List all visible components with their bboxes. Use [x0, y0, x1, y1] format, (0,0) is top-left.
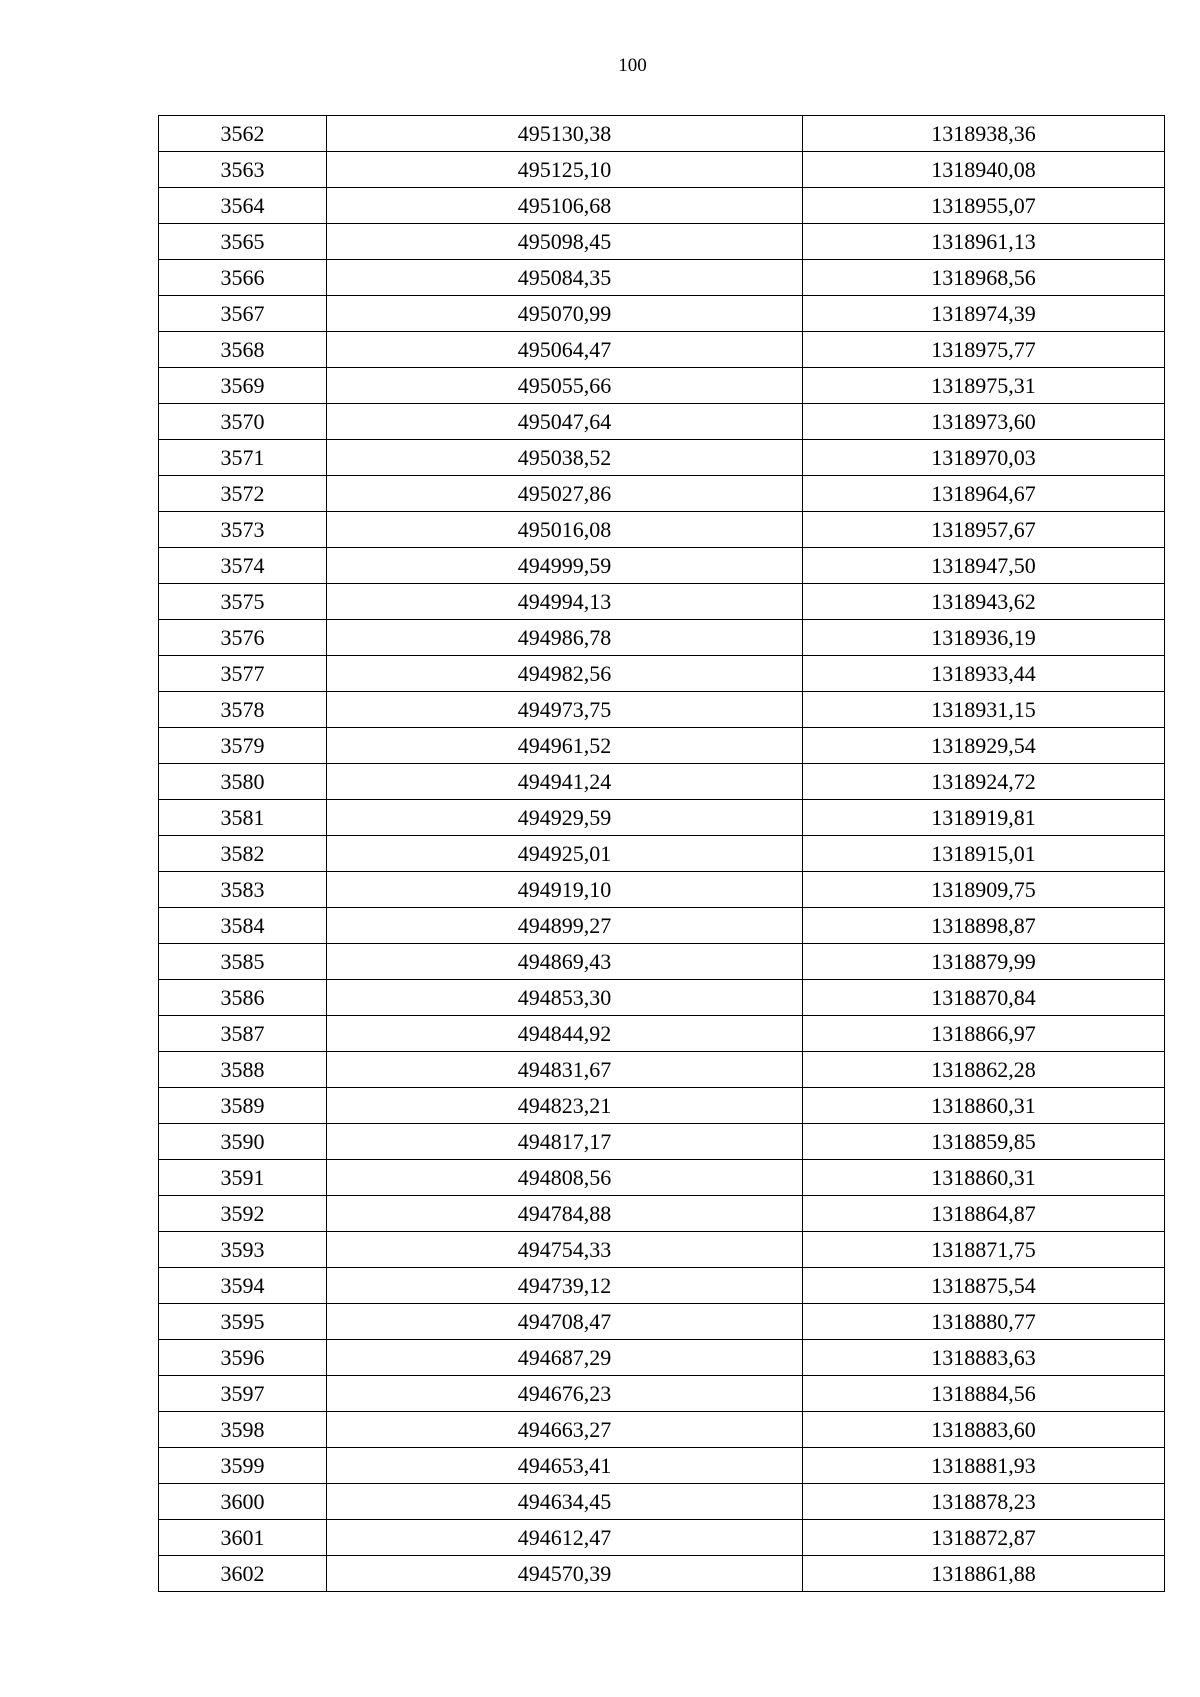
point-number-cell: 3601: [159, 1520, 327, 1556]
x-coordinate-cell: 494817,17: [327, 1124, 803, 1160]
y-coordinate-cell: 1318975,31: [803, 368, 1165, 404]
x-coordinate-cell: 495027,86: [327, 476, 803, 512]
x-coordinate-cell: 495064,47: [327, 332, 803, 368]
table-row: [159, 152, 1165, 188]
x-coordinate-cell: 494739,12: [327, 1268, 803, 1304]
y-coordinate-cell: 1318862,28: [803, 1052, 1165, 1088]
table-row: [159, 1556, 1165, 1592]
point-number-cell: 3596: [159, 1340, 327, 1376]
table-row: [159, 188, 1165, 224]
table-row: [159, 1232, 1165, 1268]
point-number-cell: 3576: [159, 620, 327, 656]
x-coordinate-cell: 494982,56: [327, 656, 803, 692]
point-number-cell: 3602: [159, 1556, 327, 1592]
coordinates-table: [158, 115, 1165, 1592]
table-row: [159, 908, 1165, 944]
y-coordinate-cell: 1318938,36: [803, 116, 1165, 152]
x-coordinate-cell: 494784,88: [327, 1196, 803, 1232]
x-coordinate-cell: 494973,75: [327, 692, 803, 728]
table-row: [159, 224, 1165, 260]
table-row: [159, 584, 1165, 620]
y-coordinate-cell: 1318968,56: [803, 260, 1165, 296]
point-number-cell: 3591: [159, 1160, 327, 1196]
table-row: [159, 764, 1165, 800]
coordinates-table-body: [159, 116, 1165, 1592]
table-row: [159, 1304, 1165, 1340]
table-row: [159, 476, 1165, 512]
x-coordinate-cell: 494899,27: [327, 908, 803, 944]
y-coordinate-cell: 1318898,87: [803, 908, 1165, 944]
point-number-cell: 3564: [159, 188, 327, 224]
page-number: 100: [618, 55, 647, 76]
table-row: [159, 872, 1165, 908]
x-coordinate-cell: 494708,47: [327, 1304, 803, 1340]
point-number-cell: 3580: [159, 764, 327, 800]
point-number-cell: 3582: [159, 836, 327, 872]
y-coordinate-cell: 1318866,97: [803, 1016, 1165, 1052]
x-coordinate-cell: 495047,64: [327, 404, 803, 440]
y-coordinate-cell: 1318964,67: [803, 476, 1165, 512]
table-row: [159, 692, 1165, 728]
point-number-cell: 3570: [159, 404, 327, 440]
y-coordinate-cell: 1318884,56: [803, 1376, 1165, 1412]
point-number-cell: 3599: [159, 1448, 327, 1484]
x-coordinate-cell: 494663,27: [327, 1412, 803, 1448]
table-row: [159, 944, 1165, 980]
point-number-cell: 3562: [159, 116, 327, 152]
x-coordinate-cell: 495038,52: [327, 440, 803, 476]
y-coordinate-cell: 1318915,01: [803, 836, 1165, 872]
table-row: [159, 1520, 1165, 1556]
y-coordinate-cell: 1318975,77: [803, 332, 1165, 368]
y-coordinate-cell: 1318861,88: [803, 1556, 1165, 1592]
table-row: [159, 512, 1165, 548]
y-coordinate-cell: 1318936,19: [803, 620, 1165, 656]
point-number-cell: 3594: [159, 1268, 327, 1304]
table-row: [159, 296, 1165, 332]
point-number-cell: 3578: [159, 692, 327, 728]
x-coordinate-cell: 494929,59: [327, 800, 803, 836]
y-coordinate-cell: 1318909,75: [803, 872, 1165, 908]
point-number-cell: 3595: [159, 1304, 327, 1340]
x-coordinate-cell: 495106,68: [327, 188, 803, 224]
x-coordinate-cell: 495070,99: [327, 296, 803, 332]
y-coordinate-cell: 1318947,50: [803, 548, 1165, 584]
point-number-cell: 3575: [159, 584, 327, 620]
table-row: [159, 620, 1165, 656]
y-coordinate-cell: 1318875,54: [803, 1268, 1165, 1304]
point-number-cell: 3565: [159, 224, 327, 260]
y-coordinate-cell: 1318929,54: [803, 728, 1165, 764]
point-number-cell: 3573: [159, 512, 327, 548]
table-row: [159, 1124, 1165, 1160]
x-coordinate-cell: 494823,21: [327, 1088, 803, 1124]
table-row: [159, 1196, 1165, 1232]
point-number-cell: 3577: [159, 656, 327, 692]
x-coordinate-cell: 494831,67: [327, 1052, 803, 1088]
table-row: [159, 1088, 1165, 1124]
point-number-cell: 3583: [159, 872, 327, 908]
table-row: [159, 116, 1165, 152]
point-number-cell: 3588: [159, 1052, 327, 1088]
y-coordinate-cell: 1318957,67: [803, 512, 1165, 548]
point-number-cell: 3566: [159, 260, 327, 296]
y-coordinate-cell: 1318970,03: [803, 440, 1165, 476]
x-coordinate-cell: 494570,39: [327, 1556, 803, 1592]
point-number-cell: 3581: [159, 800, 327, 836]
point-number-cell: 3563: [159, 152, 327, 188]
y-coordinate-cell: 1318973,60: [803, 404, 1165, 440]
table-row: [159, 1484, 1165, 1520]
x-coordinate-cell: 494634,45: [327, 1484, 803, 1520]
table-row: [159, 980, 1165, 1016]
x-coordinate-cell: 495125,10: [327, 152, 803, 188]
x-coordinate-cell: 494986,78: [327, 620, 803, 656]
point-number-cell: 3586: [159, 980, 327, 1016]
table-row: [159, 548, 1165, 584]
y-coordinate-cell: 1318870,84: [803, 980, 1165, 1016]
y-coordinate-cell: 1318878,23: [803, 1484, 1165, 1520]
point-number-cell: 3589: [159, 1088, 327, 1124]
y-coordinate-cell: 1318961,13: [803, 224, 1165, 260]
y-coordinate-cell: 1318879,99: [803, 944, 1165, 980]
y-coordinate-cell: 1318955,07: [803, 188, 1165, 224]
point-number-cell: 3568: [159, 332, 327, 368]
x-coordinate-cell: 494961,52: [327, 728, 803, 764]
y-coordinate-cell: 1318859,85: [803, 1124, 1165, 1160]
x-coordinate-cell: 494853,30: [327, 980, 803, 1016]
point-number-cell: 3571: [159, 440, 327, 476]
table-row: [159, 1376, 1165, 1412]
table-row: [159, 332, 1165, 368]
x-coordinate-cell: 494676,23: [327, 1376, 803, 1412]
x-coordinate-cell: 494925,01: [327, 836, 803, 872]
x-coordinate-cell: 495016,08: [327, 512, 803, 548]
point-number-cell: 3569: [159, 368, 327, 404]
table-row: [159, 1052, 1165, 1088]
table-row: [159, 404, 1165, 440]
y-coordinate-cell: 1318871,75: [803, 1232, 1165, 1268]
y-coordinate-cell: 1318943,62: [803, 584, 1165, 620]
table-row: [159, 260, 1165, 296]
x-coordinate-cell: 494653,41: [327, 1448, 803, 1484]
x-coordinate-cell: 494941,24: [327, 764, 803, 800]
y-coordinate-cell: 1318919,81: [803, 800, 1165, 836]
table-row: [159, 440, 1165, 476]
point-number-cell: 3587: [159, 1016, 327, 1052]
y-coordinate-cell: 1318940,08: [803, 152, 1165, 188]
y-coordinate-cell: 1318880,77: [803, 1304, 1165, 1340]
x-coordinate-cell: 495098,45: [327, 224, 803, 260]
table-row: [159, 1160, 1165, 1196]
x-coordinate-cell: 494919,10: [327, 872, 803, 908]
x-coordinate-cell: 494869,43: [327, 944, 803, 980]
point-number-cell: 3597: [159, 1376, 327, 1412]
table-row: [159, 656, 1165, 692]
point-number-cell: 3598: [159, 1412, 327, 1448]
x-coordinate-cell: 495055,66: [327, 368, 803, 404]
x-coordinate-cell: 495130,38: [327, 116, 803, 152]
y-coordinate-cell: 1318883,60: [803, 1412, 1165, 1448]
table-row: [159, 800, 1165, 836]
y-coordinate-cell: 1318881,93: [803, 1448, 1165, 1484]
point-number-cell: 3585: [159, 944, 327, 980]
x-coordinate-cell: 494754,33: [327, 1232, 803, 1268]
y-coordinate-cell: 1318883,63: [803, 1340, 1165, 1376]
x-coordinate-cell: 494999,59: [327, 548, 803, 584]
table-row: [159, 1340, 1165, 1376]
table-row: [159, 1412, 1165, 1448]
x-coordinate-cell: 494808,56: [327, 1160, 803, 1196]
y-coordinate-cell: 1318933,44: [803, 656, 1165, 692]
table-row: [159, 1268, 1165, 1304]
point-number-cell: 3572: [159, 476, 327, 512]
point-number-cell: 3590: [159, 1124, 327, 1160]
table-row: [159, 836, 1165, 872]
point-number-cell: 3574: [159, 548, 327, 584]
x-coordinate-cell: 494612,47: [327, 1520, 803, 1556]
x-coordinate-cell: 495084,35: [327, 260, 803, 296]
x-coordinate-cell: 494844,92: [327, 1016, 803, 1052]
y-coordinate-cell: 1318860,31: [803, 1160, 1165, 1196]
table-row: [159, 1016, 1165, 1052]
point-number-cell: 3592: [159, 1196, 327, 1232]
y-coordinate-cell: 1318924,72: [803, 764, 1165, 800]
x-coordinate-cell: 494687,29: [327, 1340, 803, 1376]
y-coordinate-cell: 1318860,31: [803, 1088, 1165, 1124]
point-number-cell: 3593: [159, 1232, 327, 1268]
y-coordinate-cell: 1318974,39: [803, 296, 1165, 332]
y-coordinate-cell: 1318872,87: [803, 1520, 1165, 1556]
point-number-cell: 3600: [159, 1484, 327, 1520]
point-number-cell: 3567: [159, 296, 327, 332]
y-coordinate-cell: 1318864,87: [803, 1196, 1165, 1232]
point-number-cell: 3584: [159, 908, 327, 944]
table-row: [159, 1448, 1165, 1484]
table-row: [159, 728, 1165, 764]
point-number-cell: 3579: [159, 728, 327, 764]
x-coordinate-cell: 494994,13: [327, 584, 803, 620]
y-coordinate-cell: 1318931,15: [803, 692, 1165, 728]
table-row: [159, 368, 1165, 404]
